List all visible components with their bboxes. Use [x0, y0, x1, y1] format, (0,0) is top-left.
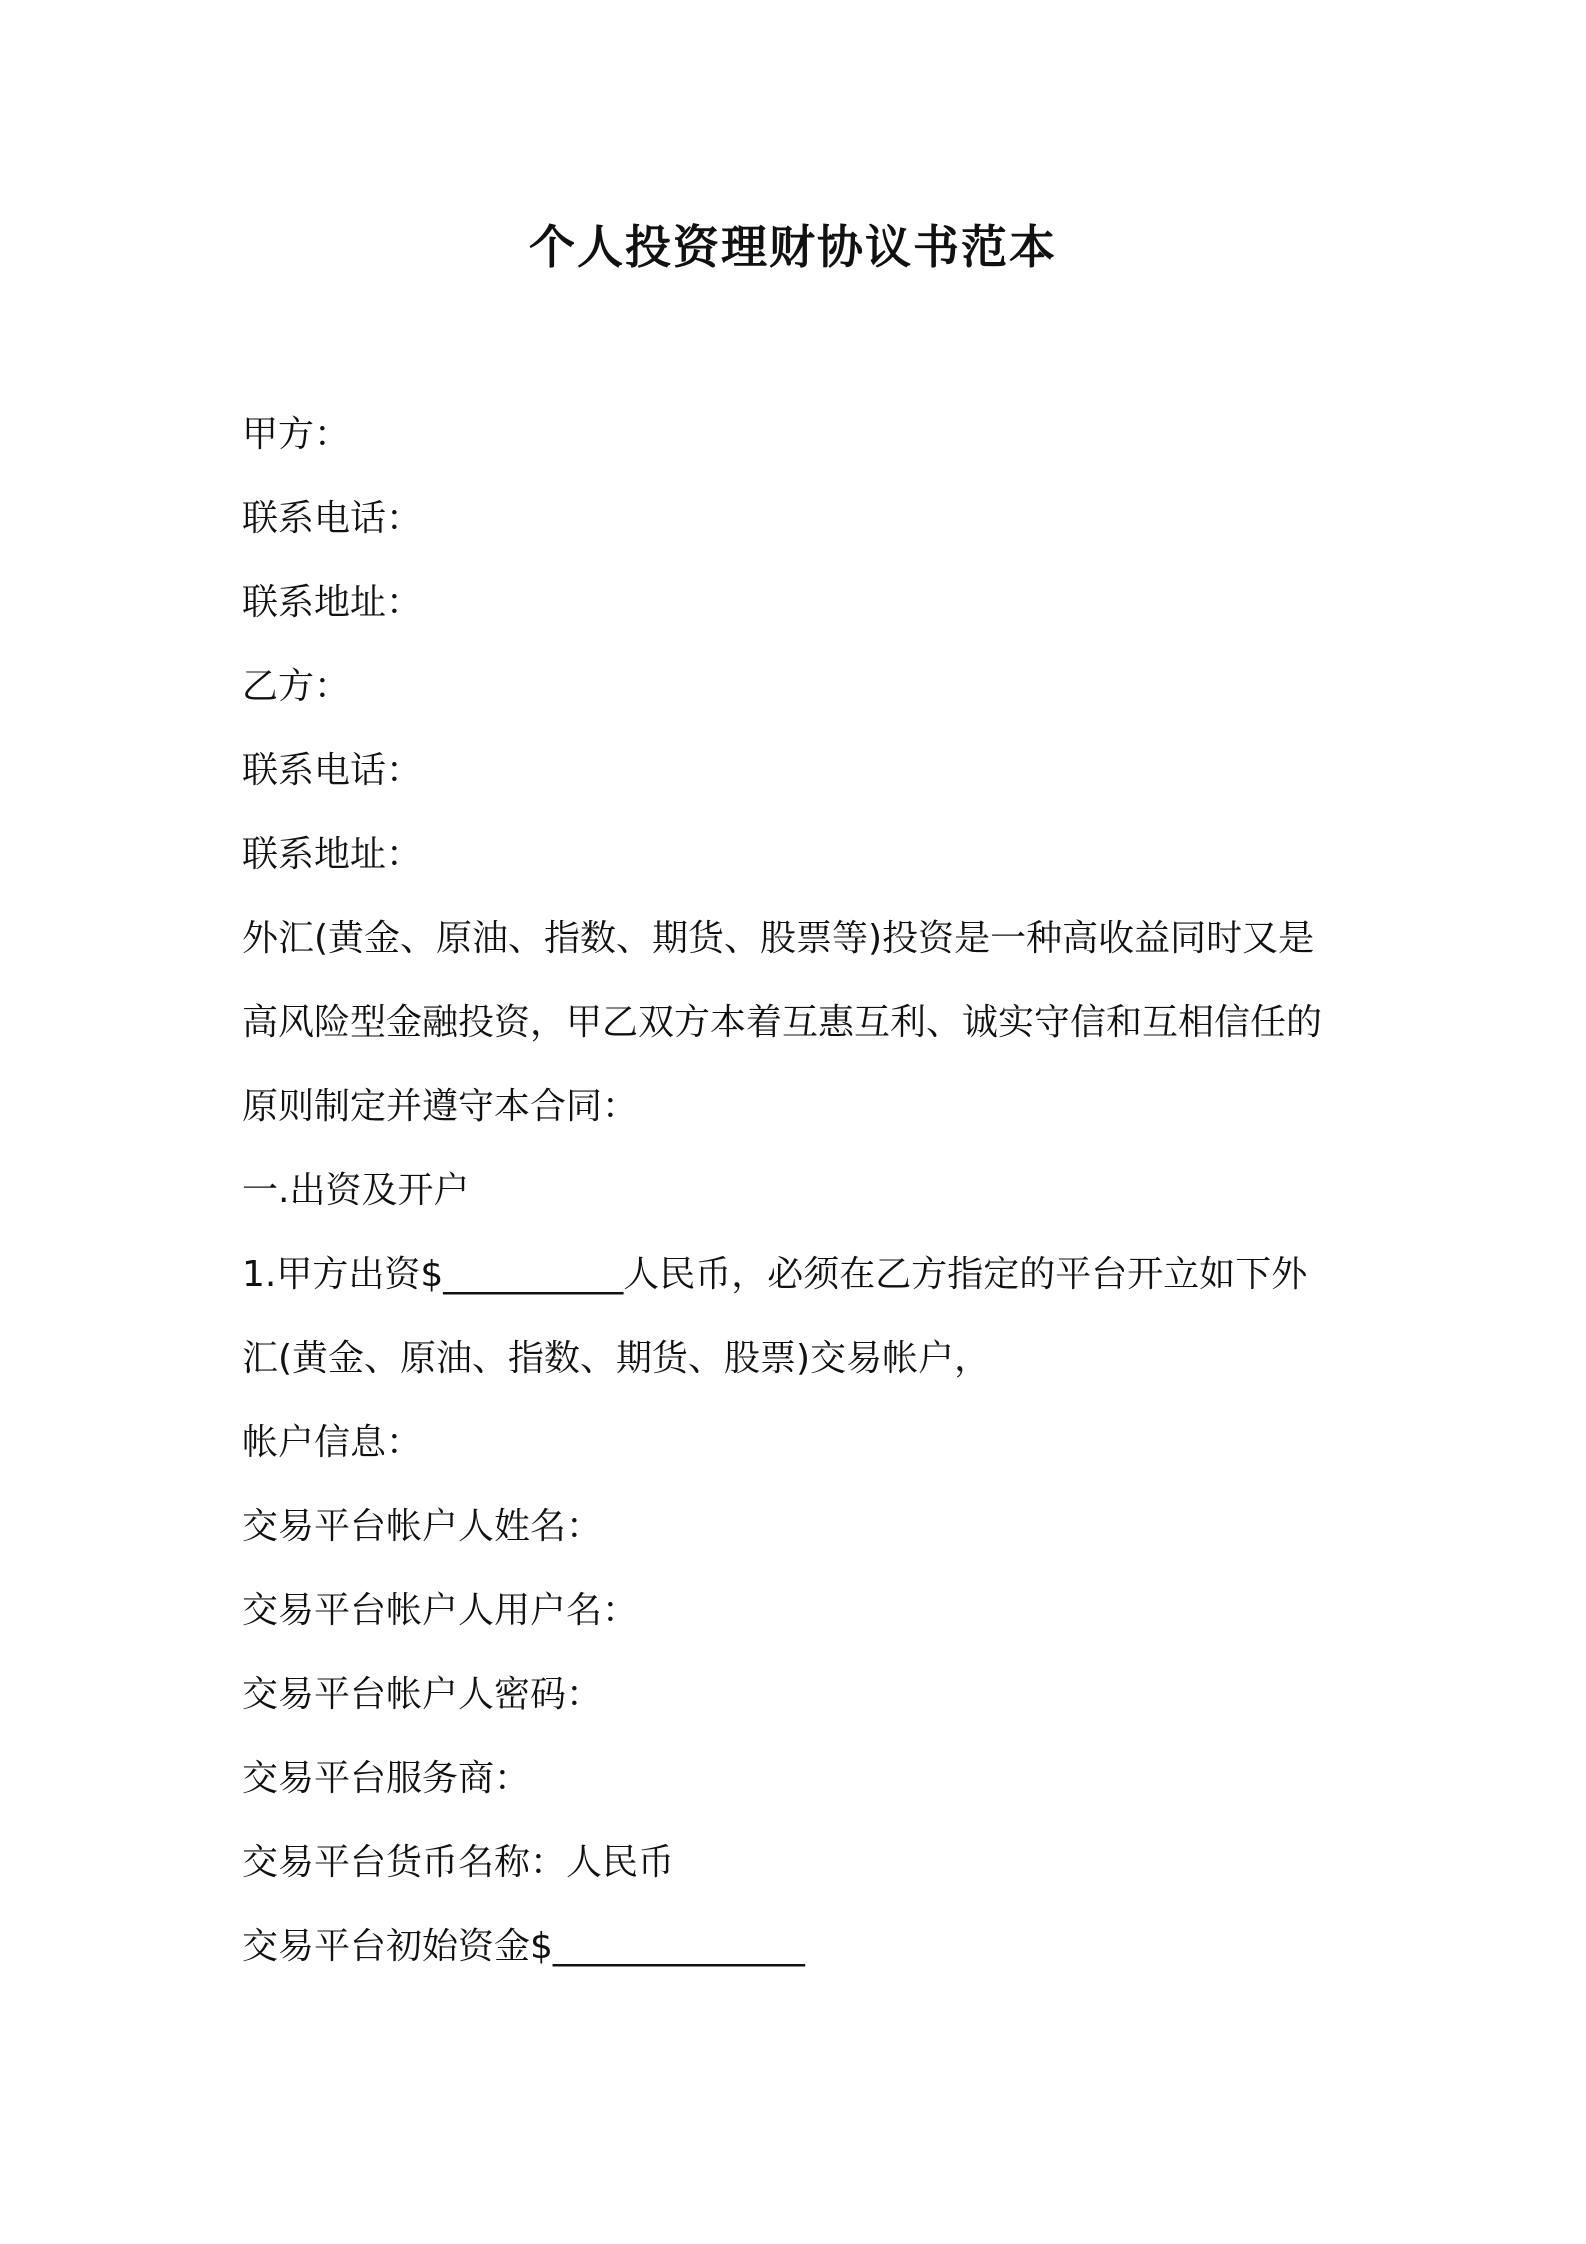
account-holder-name-label: 交易平台帐户人姓名： [242, 1506, 603, 1547]
party-a-address-label: 联系地址： [242, 582, 423, 623]
intro-paragraph-line-1: 外汇(黄金、原油、指数、期货、股票等)投资是一种高收益同时又是 [242, 918, 1315, 959]
party-b-phone-label: 联系电话： [242, 750, 423, 791]
section-heading-investment: 一.出资及开户 [242, 1170, 470, 1211]
account-username-label: 交易平台帐户人用户名： [242, 1590, 639, 1631]
intro-paragraph-line-3: 原则制定并遵守本合同： [242, 1086, 639, 1127]
document-title: 个人投资理财协议书范本 [529, 220, 1057, 274]
party-a-phone-label: 联系电话： [242, 498, 423, 539]
platform-initial-funds-label: 交易平台初始资金$______________ [242, 1926, 805, 1967]
platform-currency-label: 交易平台货币名称：人民币 [242, 1842, 675, 1883]
account-password-label: 交易平台帐户人密码： [242, 1674, 603, 1715]
platform-provider-label: 交易平台服务商： [242, 1758, 531, 1799]
account-info-label: 帐户信息： [242, 1422, 423, 1463]
clause-1-line-1: 1.甲方出资$__________人民币，必须在乙方指定的平台开立如下外 [242, 1254, 1308, 1295]
clause-1-line-2: 汇(黄金、原油、指数、期货、股票)交易帐户， [242, 1338, 991, 1379]
party-b-address-label: 联系地址： [242, 834, 423, 875]
party-b-label: 乙方： [242, 666, 351, 707]
intro-paragraph-line-2: 高风险型金融投资，甲乙双方本着互惠互利、诚实守信和互相信任的 [242, 1002, 1323, 1043]
party-a-label: 甲方： [242, 414, 351, 455]
